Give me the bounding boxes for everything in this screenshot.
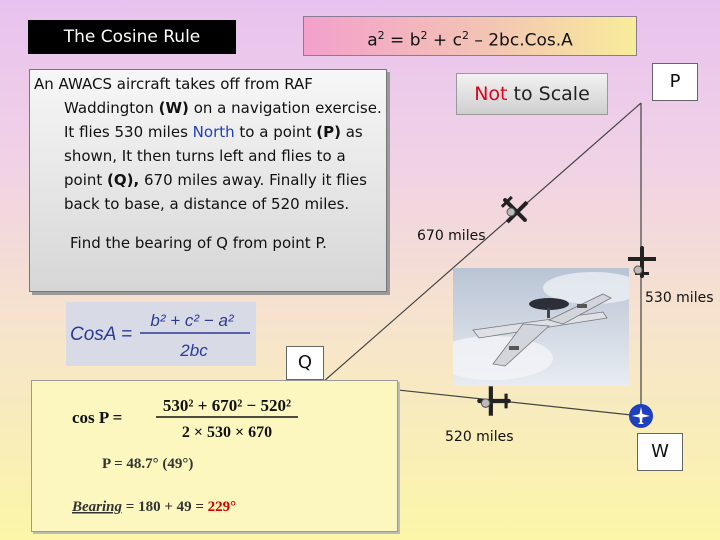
point-p-ref: (P): [316, 123, 341, 141]
point-p-label: P: [652, 63, 698, 101]
cos-p-label: cos P =: [72, 408, 123, 427]
formula-rest: – 2bc.Cos.A: [468, 30, 573, 51]
aircraft-icon: [495, 190, 535, 230]
bearing-label: Bearing: [72, 499, 123, 515]
calc-denominator: 2 × 530 × 670: [181, 424, 273, 441]
aircraft-icon: [622, 242, 662, 282]
bearing-equation: = 180 + 49 =: [122, 499, 208, 515]
formula-exp-a: 2: [377, 29, 385, 42]
airport-icon: [627, 402, 655, 430]
to-scale-words: to Scale: [507, 83, 590, 105]
point-q-label: Q: [286, 346, 324, 380]
formula-c: c: [452, 30, 462, 51]
cos-formula-numerator: b² + c² − a²: [150, 311, 234, 330]
distance-pq: 670 miles: [417, 228, 486, 244]
not-word: Not: [474, 83, 508, 105]
cosine-formula-image: [66, 302, 256, 366]
angle-p-result: P = 48.7° (49°): [102, 456, 194, 472]
distance-qw: 520 miles: [445, 429, 514, 445]
bearing-value: 229°: [207, 499, 237, 515]
formula-exp-b: 2: [420, 29, 428, 42]
calculation-box: [31, 380, 398, 532]
formula-equals: =: [384, 30, 410, 51]
north-word: North: [192, 123, 235, 141]
calc-numerator: 530² + 670² − 520²: [162, 396, 292, 415]
point-q-ref: (Q),: [107, 171, 140, 189]
awacs-photo: [453, 268, 629, 386]
question-text: Find the bearing of Q from point P.: [70, 234, 327, 252]
problem-line-5: 670 miles away. Finally it flies back to base, a distance of 520 miles.: [64, 171, 367, 213]
point-w-ref: (W): [158, 99, 189, 117]
problem-line-1: An AWACS aircraft takes off from RAF Waddington: [34, 75, 313, 117]
formula-b: b: [409, 30, 421, 51]
formula-a: a: [367, 30, 378, 51]
aircraft-icon: [473, 380, 515, 422]
bearing-line: [71, 499, 236, 515]
calculation-working: [32, 381, 397, 531]
page-title: The Cosine Rule: [28, 20, 236, 54]
problem-line-3: to a point: [239, 123, 312, 141]
cos-formula-lhs: CosA =: [70, 324, 133, 345]
formula-plus: +: [427, 30, 453, 51]
distance-pw: 530 miles: [645, 290, 714, 306]
formula-exp-c: 2: [461, 29, 469, 42]
problem-line-4: as shown, It then turns left and flies to a point: [64, 123, 363, 189]
problem-line-2: on a navigation exercise. It flies 530 miles: [64, 99, 382, 141]
point-w-label: W: [637, 433, 683, 471]
cos-formula-denominator: 2bc: [180, 341, 208, 360]
